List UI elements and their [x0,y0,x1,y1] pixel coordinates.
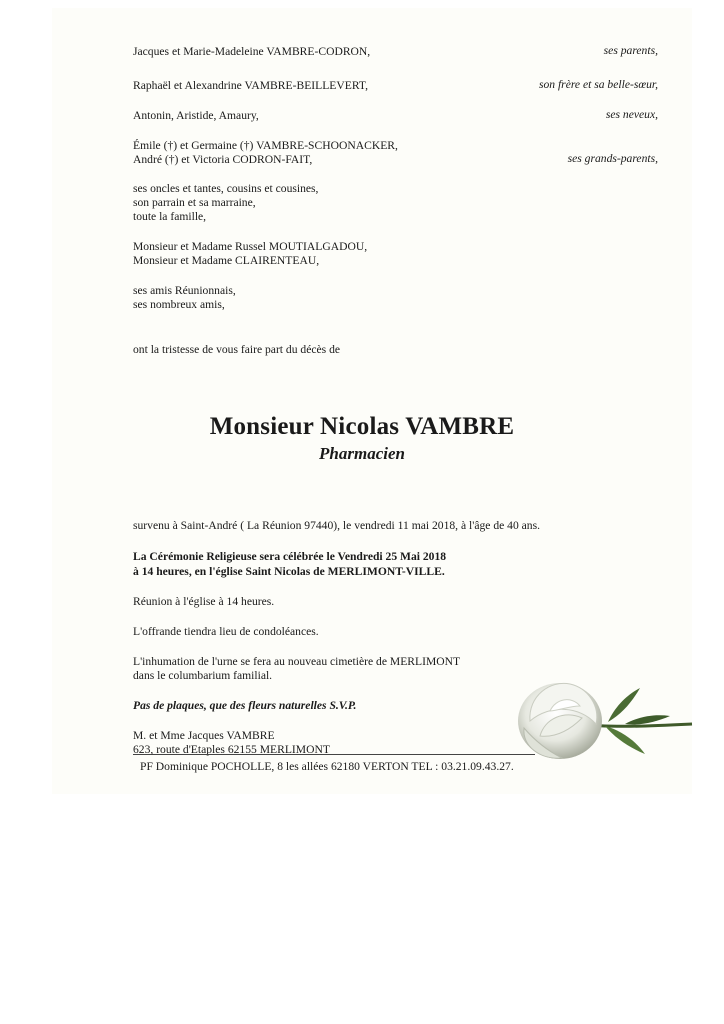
address-line-1: M. et Mme Jacques VAMBRE [133,729,275,742]
family-nephews-name: Antonin, Aristide, Amaury, [133,109,259,122]
friends-couple-2: Monsieur et Madame CLAIRENTEAU, [133,254,320,267]
funeral-home-info: PF Dominique POCHOLLE, 8 les allées 62180 VERTON TEL : 03.21.09.43.27. [140,760,514,773]
relatives-line-1: ses oncles et tantes, cousins et cousines, [133,182,319,195]
family-nephews-relation: ses neveux, [605,108,658,121]
announcement-text: ont la tristesse de vous faire part du décès de [133,343,341,356]
friends-line-2: ses nombreux amis, [133,298,225,311]
relatives-line-3: toute la famille, [133,210,207,223]
family-parents-name: Jacques et Marie-Madeleine VAMBRE-CODRON, [133,45,371,58]
death-info: survenu à Saint-André ( La Réunion 97440), le vendredi 11 mai 2018, à l'âge de 40 ans. [133,519,541,532]
family-parents-relation: ses parents, [603,44,658,57]
burial-line-2: dans le columbarium familial. [133,669,273,682]
address-line-2: 623, route d'Etaples 62155 MERLIMONT [133,743,330,756]
burial-line-1: L'inhumation de l'urne se fera au nouveau cimetière de MERLIMONT [133,655,461,668]
white-rose-icon [510,666,695,776]
deceased-name: Monsieur Nicolas VAMBRE [209,413,515,440]
meeting-info: Réunion à l'église à 14 heures. [133,595,275,608]
friends-line-1: ses amis Réunionnais, [133,284,236,297]
deceased-profession: Pharmacien [319,444,405,463]
offering-info: L'offrande tiendra lieu de condoléances. [133,625,319,638]
relatives-line-2: son parrain et sa marraine, [133,196,256,209]
family-grandparents-maternal: André (†) et Victoria CODRON-FAIT, [133,153,313,166]
family-grandparents-paternal: Émile (†) et Germaine (†) VAMBRE-SCHOONACKER, [133,139,398,152]
ceremony-line-1: La Cérémonie Religieuse sera célébrée le Vendredi 25 Mai 2018 [133,550,447,563]
divider-line [133,754,535,755]
family-brother-relation: son frère et sa belle-sœur, [538,78,658,91]
family-brother-name: Raphaël et Alexandrine VAMBRE-BEILLEVERT, [133,79,368,92]
friends-couple-1: Monsieur et Madame Russel MOUTIALGADOU, [133,240,368,253]
flowers-note: Pas de plaques, que des fleurs naturelles S.V.P. [133,699,357,712]
ceremony-line-2: à 14 heures, en l'église Saint Nicolas de MERLIMONT-VILLE. [133,565,445,578]
family-grandparents-relation: ses grands-parents, [567,152,658,165]
